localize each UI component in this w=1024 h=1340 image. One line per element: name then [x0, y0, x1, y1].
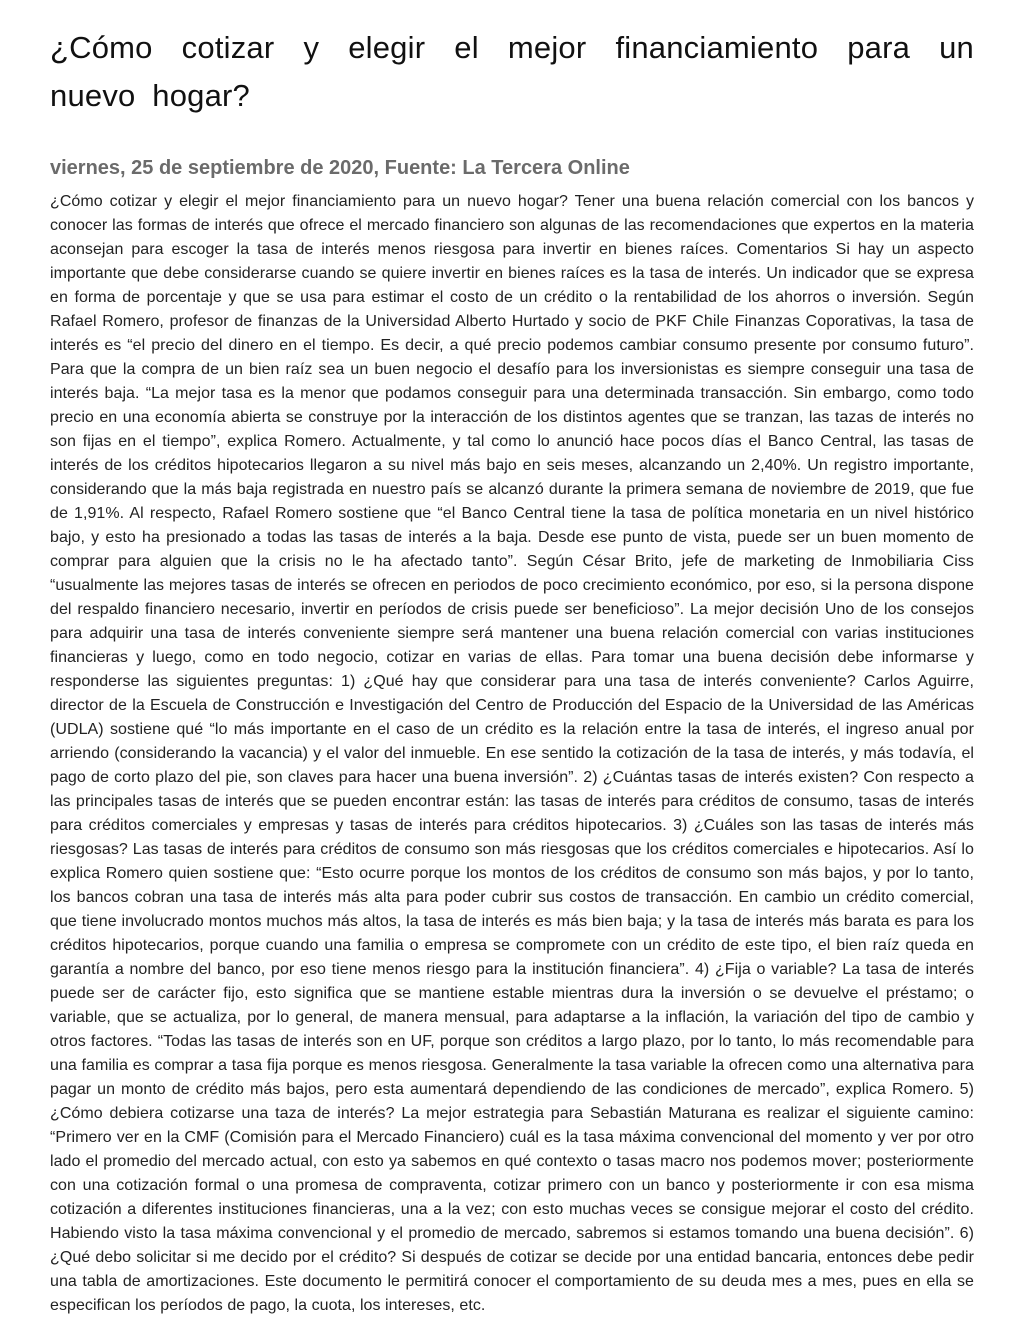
- article-meta: viernes, 25 de septiembre de 2020, Fuente: La Tercera Online: [50, 157, 630, 179]
- article-body: ¿Cómo cotizar y elegir el mejor financiamiento para un nuevo hogar? Tener una buena relación comercial con los bancos y conocer las formas de interés que ofrece el mercado financiero son algunas de las recomendaciones que expertos en la materia aconsejan para escoger la tasa de interés menos riesgosa para invertir en bienes raíces. Comentarios Si hay un aspecto importante que debe considerarse cuando se quiere invertir en bienes raíces es la tasa de interés. Un indicador que se expresa en forma de porcentaje y que se usa para estimar el costo de un crédito o la rentabilidad de los ahorros o inversión. Según Rafael Romero, profesor de finanzas de la Universidad Alberto Hurtado y socio de PKF Chile Finanzas Coporativas, la tasa de interés es “el precio del dinero en el tiempo. Es decir, a qué precio podemos cambiar consumo presente por consumo futuro”. Para que la compra de un bien raíz sea un buen negocio el desafío para los inversionistas es siempre conseguir una tasa de interés baja. “La mejor tasa es la menor que podamos conseguir para una determinada transacción. Sin embargo, como todo precio en una economía abierta se construye por la interacción de los distintos agentes que se tranzan, las tazas de interés no son fijas en el tiempo”, explica Romero. Actualmente, y tal como lo anunció hace pocos días el Banco Central, las tasas de interés de los créditos hipotecarios llegaron a su nivel más bajo en seis meses, alcanzando un 2,40%. Un registro importante, considerando que la más baja registrada en nuestro país se alcanzó durante la primera semana de noviembre de 2019, que fue de 1,91%. Al respecto, Rafael Romero sostiene que “el Banco Central tiene la tasa de política monetaria en un nivel histórico bajo, y esto ha presionado a todas las tasas de interés a la baja. Desde ese punto de vista, puede ser un buen momento de comprar para alguien que la crisis no le ha afectado tanto”. Según César Brito, jefe de marketing de Inmobiliaria Ciss “usualmente las mejores tasas de interés se ofrecen en periodos de poco crecimiento económico, por eso, si la persona dispone del respaldo financiero necesario, invertir en períodos de crisis puede ser beneficioso”. La mejor decisión Uno de los consejos para adquirir una tasa de interés conveniente siempre será mantener una buena relación comercial con varias instituciones financieras y luego, como en todo negocio, cotizar en varias de ellas. Para tomar una buena decisión debe informarse y responderse las siguientes preguntas: 1) ¿Qué hay que considerar para una tasa de interés conveniente? Carlos Aguirre, director de la Escuela de Construcción e Investigación del Centro de Producción del Espacio de la Universidad de las Américas (UDLA) sostiene qué “lo más importante en el caso de un crédito es la relación entre la tasa de interés, el ingreso anual por arriendo (considerando la vacancia) y el valor del inmueble. En ese sentido la cotización de la tasa de interés, y más todavía, el pago de corto plazo del pie, son claves para hacer una buena inversión”. 2) ¿Cuántas tasas de interés existen? Con respecto a las principales tasas de interés que se pueden encontrar están: las tasas de interés para créditos de consumo, tasas de interés para créditos comerciales y empresas y tasas de interés para créditos hipotecarios. 3) ¿Cuáles son las tasas de interés más riesgosas? Las tasas de interés para créditos de consumo son más riesgosas que los créditos comerciales e hipotecarios. Así lo explica Romero quien sostiene que: “Esto ocurre porque los montos de los créditos de consumo son más bajos, y por lo tanto, los bancos cobran una tasa de interés más alta para poder cubrir sus costos de transacción. En cambio un crédito comercial, que tiene involucrado montos muchos más altos, la tasa de interés es más bien baja; y la tasa de interés más barata es para los créditos hipotecarios, porque cuando una familia o empresa se compromete con un crédito de este tipo, el bien raíz queda en garantía a nombre del banco, por eso tiene menos riesgo para la institución financiera”. 4) ¿Fija o variable? La tasa de interés puede ser de carácter fijo, esto significa que se mantiene estable mientras dura la inversión o se devuelve el préstamo; o variable, que se actualiza, por lo general, de manera mensual, para adaptarse a la inflación, la variación del tipo de cambio y otros factores. “Todas las tasas de interés son en UF, porque son créditos a largo plazo, por lo tanto, lo más recomendable para una familia es comprar a tasa fija porque es menos riesgosa. Generalmente la tasa variable la ofrecen como una alternativa para pagar un monto de crédito más bajos, pero esta aumentará dependiendo de las condiciones de mercado”, explica Romero. 5) ¿Cómo debiera cotizarse una taza de interés? La mejor estrategia para Sebastián Maturana es realizar el siguiente camino: “Primero ver en la CMF (Comisión para el Mercado Financiero) cuál es la tasa máxima convencional del momento y ver por otro lado el promedio del mercado actual, con esto ya sabemos en qué contexto o tasas macro nos podemos mover; posteriormente con una cotización formal o una promesa de compraventa, cotizar primero con un banco y posteriormente ir con esa misma cotización a diferentes instituciones financieras, una a la vez; con esto muchas veces se consigue mejorar el costo del crédito. Habiendo visto la tasa máxima convencional y el promedio de mercado, sabremos si estamos tomando una buena decisión”. 6) ¿Qué debo solicitar si me decido por el crédito? Si después de cotizar se decide por una entidad bancaria, entonces debe pedir una tabla de amortizaciones. Este documento le permitirá conocer el comportamiento de su deuda mes a mes, pues en ella se especifican los períodos de pago, la cuota, los intereses, etc.: [50, 193, 974, 1314]
- article-title: ¿Cómo cotizar y elegir el mejor financiamiento para un nuevo hogar?: [50, 30, 974, 113]
